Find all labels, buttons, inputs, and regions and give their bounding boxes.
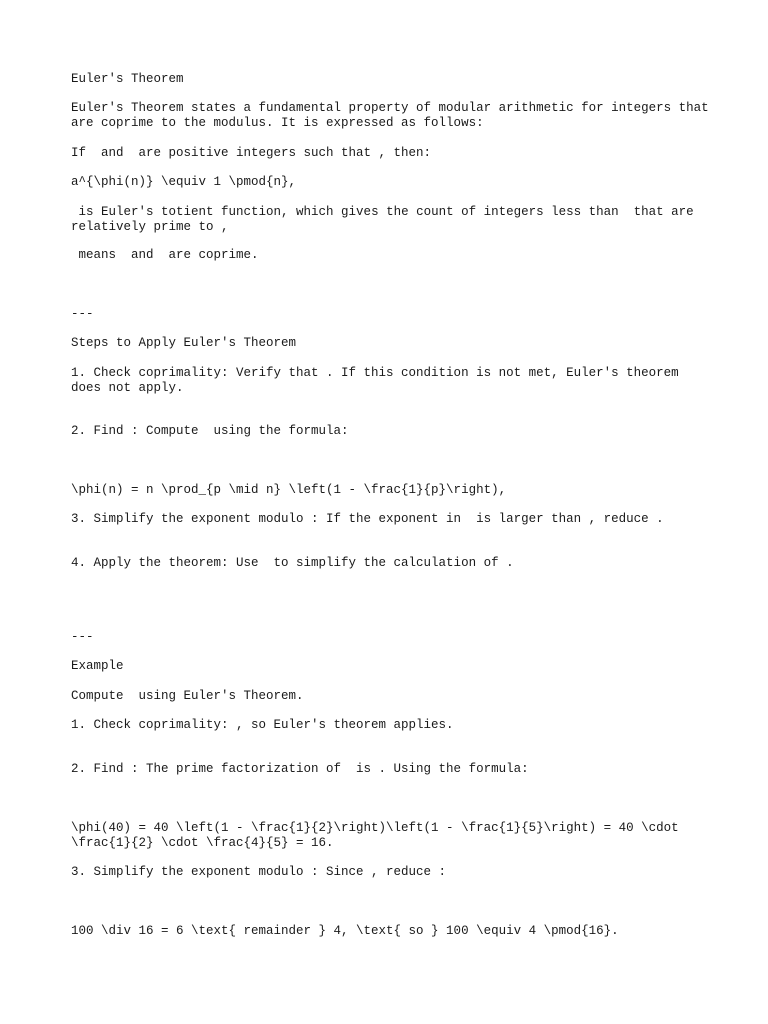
example-phi-computation: \phi(40) = 40 \left(1 - \frac{1}{2}\right)\left(1 - \frac{1}{5}\right) = 40 \cdot \frac{1}{2} \cdot \frac{4}{5} = 16. — [71, 821, 687, 850]
step-3: 3. Simplify the exponent modulo : If the exponent in is larger than , reduce . — [71, 512, 664, 526]
example-intro: Compute using Euler's Theorem. — [71, 689, 304, 703]
totient-description: is Euler's totient function, which gives the count of integers less than that are relatively prime to , — [71, 205, 702, 234]
example-step-2: 2. Find : The prime factorization of is . Using the formula: — [71, 762, 529, 776]
steps-heading: Steps to Apply Euler's Theorem — [71, 336, 297, 350]
phi-formula: \phi(n) = n \prod_{p \mid n} \left(1 - \frac{1}{p}\right), — [71, 483, 507, 497]
step-1: 1. Check coprimality: Verify that . If this condition is not met, Euler's theorem does not apply. — [71, 366, 687, 395]
separator: --- — [71, 307, 94, 321]
coprime-description: means and are coprime. — [71, 248, 259, 262]
step-4: 4. Apply the theorem: Use to simplify the calculation of . — [71, 556, 514, 570]
example-step-1: 1. Check coprimality: , so Euler's theorem applies. — [71, 718, 454, 732]
example-reduction: 100 \div 16 = 6 \text{ remainder } 4, \text{ so } 100 \equiv 4 \pmod{16}. — [71, 924, 619, 938]
separator: --- — [71, 630, 94, 644]
condition-text: If and are positive integers such that , then: — [71, 146, 432, 160]
step-2: 2. Find : Compute using the formula: — [71, 424, 349, 438]
example-heading: Example — [71, 659, 124, 673]
intro-paragraph: Euler's Theorem states a fundamental property of modular arithmetic for integers that are coprime to the modulus. It is expressed as follows: — [71, 101, 717, 130]
euler-formula: a^{\phi(n)} \equiv 1 \pmod{n}, — [71, 175, 297, 189]
example-step-3: 3. Simplify the exponent modulo : Since , reduce : — [71, 865, 447, 879]
document-title: Euler's Theorem — [71, 72, 184, 86]
